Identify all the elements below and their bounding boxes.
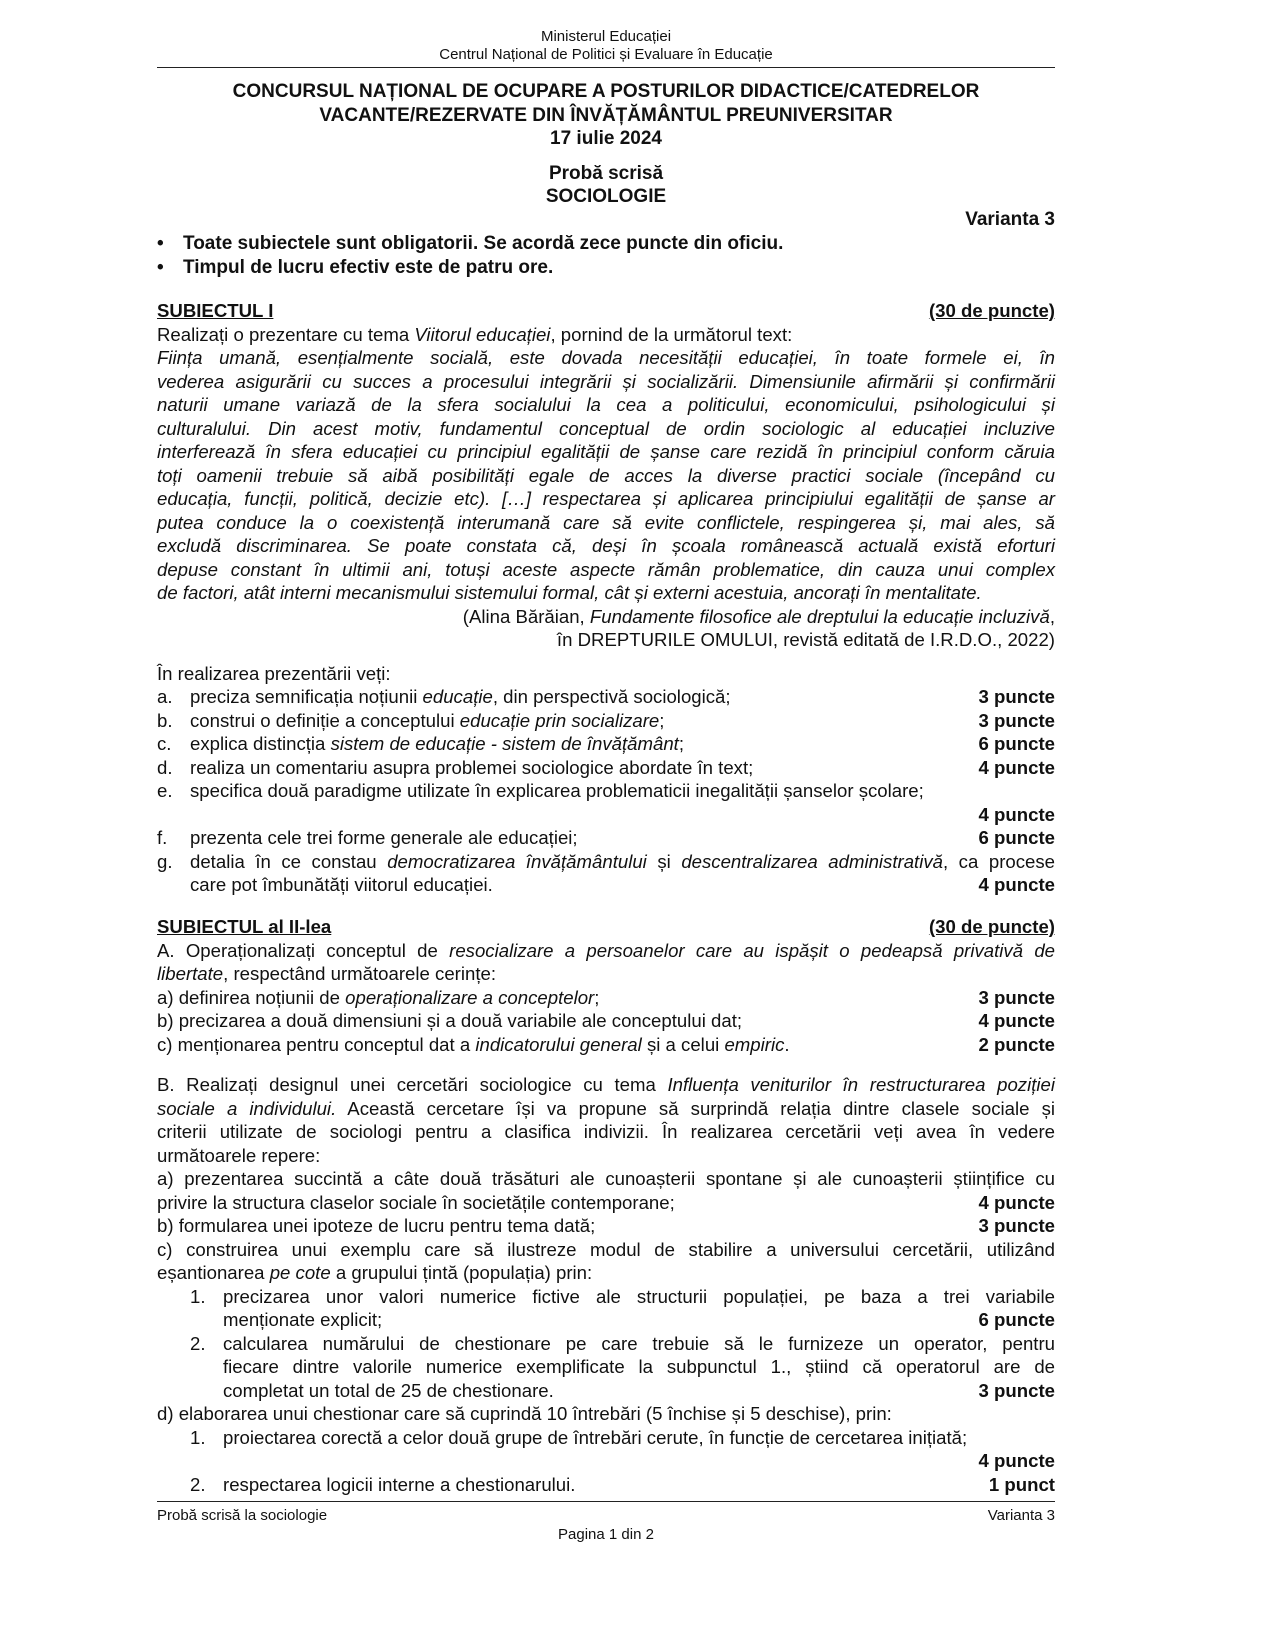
task-item-text bbox=[157, 732, 684, 756]
task-item-segment: educație bbox=[422, 686, 493, 707]
part-b-line: următoarele repere: bbox=[157, 1144, 321, 1166]
part-a-item-points: 3 puncte bbox=[978, 986, 1055, 1008]
task-item-letter: c. bbox=[157, 733, 172, 754]
subitem-number: 1. bbox=[190, 1285, 206, 1307]
task-item-text bbox=[157, 709, 664, 733]
subitem-points: 1 punct bbox=[988, 1473, 1055, 1495]
item-b-c-cont: eșantionarea pe cote a grupului țintă (populația) prin: bbox=[157, 1262, 593, 1283]
task-item-letter: g. bbox=[157, 850, 173, 872]
part-b-line: criterii utilizate de sociologi pentru a clasifica indivizii. În realizarea cercetării veți avea în vedere bbox=[157, 1121, 1055, 1142]
quote-line: vederea asigurării cu succes a procesului integrării și socializării. Dimensiunile afirmării și confirmării bbox=[157, 370, 1055, 392]
quote-line: depuse constant în ultimii ani, totuși aceste aspecte rămân problematice, din cauza unui complex bbox=[157, 558, 1055, 580]
task-item-segment: preciza semnificația noțiunii bbox=[190, 686, 423, 707]
quote-line: culturalului. Din acest motiv, fundamentul conceptual de ordin sociologic al educației incluzive bbox=[157, 417, 1055, 439]
part-a-line: A. Operaționalizați conceptul de resocializare a persoanelor care au ispășit o pedeapsă privativă de bbox=[157, 939, 1056, 961]
part-a-item-points: 2 puncte bbox=[978, 1033, 1055, 1055]
quote-line: de factori, atât interni mecanismului sistemului formal, cât și externi acestuia, ancorați în mentalitate. bbox=[157, 582, 982, 603]
text-segment: . bbox=[784, 1033, 790, 1055]
exam-type: Probă scrisă bbox=[548, 162, 664, 184]
page-number: Pagina 1 din 2 bbox=[558, 1526, 654, 1543]
exam-title bbox=[157, 80, 1055, 209]
text-segment: operaționalizare a conceptelor bbox=[345, 986, 595, 1008]
item-b-a: a) prezentarea succintă a câte două trăsături ale cunoașterii spontane și ale cunoașterii științifice cu bbox=[157, 1168, 1055, 1189]
subitem-line bbox=[157, 1308, 1055, 1332]
quote-line: educația, funcții, politică, decizie etc). […] respectarea și aplicarea principiului egalității de șanse ar bbox=[157, 488, 1055, 509]
footer-left: Probă scrisă la sociologie bbox=[157, 1507, 328, 1524]
task-item bbox=[157, 732, 1055, 756]
header-center: Centrul Național de Politici și Evaluare în Educație bbox=[439, 46, 773, 63]
subitem-first bbox=[157, 1333, 1055, 1354]
task-item-letter: f. bbox=[157, 827, 168, 848]
footer bbox=[157, 1507, 1055, 1524]
part-a-item-text bbox=[157, 1009, 742, 1033]
text-segment: c) menționarea pentru conceptul dat a bbox=[157, 1033, 476, 1055]
subitem-line bbox=[157, 1355, 1055, 1379]
task-item-segment: ; bbox=[678, 733, 685, 754]
text-segment: și a celui bbox=[641, 1033, 725, 1055]
footer-rule bbox=[157, 1501, 1055, 1502]
part-a-item bbox=[157, 986, 1055, 1010]
subitem-text: completat un total de 25 de chestionare. bbox=[223, 1379, 554, 1401]
task-item bbox=[157, 850, 1055, 874]
item-c-subitems bbox=[157, 1285, 1055, 1403]
task-item-letter: e. bbox=[157, 780, 173, 801]
task-item-segment: prezenta cele trei forme generale ale educației; bbox=[190, 827, 578, 848]
subitem-points: 3 puncte bbox=[978, 1379, 1055, 1401]
footer-right: Varianta 3 bbox=[987, 1507, 1055, 1524]
subitem-first bbox=[157, 1427, 967, 1448]
subitem-line bbox=[157, 1473, 1055, 1497]
rule-item: • Timpul de lucru efectiv este de patru ore. bbox=[157, 256, 554, 278]
task-item-segment: și bbox=[646, 850, 682, 872]
task-item-text bbox=[157, 756, 753, 780]
quote-text bbox=[157, 346, 1055, 605]
part-a-item bbox=[157, 1009, 1055, 1033]
task-item-points: 4 puncte bbox=[978, 756, 1055, 778]
task-item-points: 3 puncte bbox=[978, 686, 1055, 707]
header-rule bbox=[157, 67, 1055, 68]
subitem-number: 2. bbox=[190, 1332, 206, 1354]
task-item-text bbox=[157, 685, 731, 709]
task-item-text bbox=[157, 826, 578, 850]
subitem-text: fiecare dintre valorile numerice exemplificate la subpunctul 1., știind că operatorul are de bbox=[223, 1356, 1055, 1377]
quote-line: Ființa umană, esențialmente socială, este dovada necesității educației, în toate formele ei, în bbox=[157, 347, 1055, 368]
task-item-segment: , din perspectivă sociologică; bbox=[492, 686, 731, 707]
subject-1-items bbox=[157, 685, 1055, 897]
part-a-item-text bbox=[157, 1033, 790, 1057]
text-segment: ; bbox=[594, 986, 600, 1008]
task-item-letter: d. bbox=[157, 756, 173, 778]
task-item bbox=[157, 685, 1055, 709]
task-item-points: 4 puncte bbox=[978, 874, 1055, 895]
item-b-b: b) formularea unei ipoteze de lucru pentru tema dată; 3 puncte bbox=[157, 1215, 1055, 1236]
task-item-letter: b. bbox=[157, 709, 173, 731]
task-item-letter: a. bbox=[157, 686, 173, 707]
text-segment: empiric bbox=[724, 1033, 785, 1055]
task-item-segment: sistem de educație - sistem de învățământ bbox=[330, 733, 679, 754]
text-segment: a) definirea noțiunii de bbox=[157, 986, 346, 1008]
task-item-text: care pot îmbunătăți viitorul educației. bbox=[190, 874, 493, 895]
quote-line: naturii umane variază de la sfera socialului la cea a politicului, economicului, psihologicului și bbox=[157, 394, 1055, 415]
task-item-segment: , ca procese bbox=[942, 850, 1055, 872]
subitem-text: calcularea numărului de chestionare pe care trebuie să le furnizeze un operator, pentru bbox=[223, 1332, 1055, 1354]
task-item-cont bbox=[157, 873, 1055, 897]
subitem-number: 1. bbox=[190, 1426, 206, 1448]
quote-line: toți oamenii trebuie să aibă posibilități egale de acces la diverse practici sociale (începând cu bbox=[157, 464, 1055, 486]
task-item-segment: democratizarea învățământului bbox=[387, 850, 647, 872]
subitem-first bbox=[157, 1286, 1055, 1307]
quote-line: putea conduce la o coexistență interumană care să evite conflictele, respingerea și, mai ales, să bbox=[157, 511, 1055, 533]
task-item-points: 3 puncte bbox=[978, 709, 1055, 731]
part-a-item-points: 4 puncte bbox=[978, 1010, 1055, 1031]
title-line-1: CONCURSUL NAȚIONAL DE OCUPARE A POSTURILOR DIDACTICE/CATEDRELOR bbox=[232, 81, 980, 102]
citation-line-1: (Alina Bărăian, Fundamente filosofice ale dreptului la educație incluzivă, bbox=[462, 605, 1055, 627]
rules-list bbox=[157, 232, 1055, 279]
text-segment: indicatorului general bbox=[475, 1033, 642, 1055]
task-item-text bbox=[157, 780, 924, 801]
subject-1-intro: Realizați o prezentare cu tema Viitorul educației, pornind de la următorul text: bbox=[157, 323, 793, 345]
subitem-line bbox=[157, 1426, 1055, 1450]
part-a-item-text bbox=[157, 986, 599, 1010]
exam-subject: SOCIOLOGIE bbox=[545, 186, 667, 207]
subject-1 bbox=[157, 299, 1055, 897]
part-b-line: sociale a individului. Această cercetare își va propune să surprindă relația dintre clasele sociale și bbox=[157, 1097, 1055, 1119]
task-item-segment: explica distincția bbox=[190, 733, 331, 754]
citation-line-2: în DREPTURILE OMULUI, revistă editată de I.R.D.O., 2022) bbox=[556, 629, 1055, 650]
part-a-items bbox=[157, 986, 1055, 1057]
rule-item: • Toate subiectele sunt obligatorii. Se acordă zece puncte din oficiu. bbox=[157, 233, 784, 254]
task-item-segment: educație prin socializare bbox=[459, 709, 660, 731]
task-item bbox=[157, 826, 1055, 850]
task-item-segment: specifica două paradigme utilizate în explicarea problematicii inegalității șanselor școlare; bbox=[190, 780, 924, 801]
quote-line: excludă discriminarea. Se poate constata că, deși în școala românească actuală există eforturi bbox=[157, 535, 1055, 556]
task-item-segment: detalia în ce constau bbox=[190, 850, 388, 872]
title-line-2: VACANTE/REZERVATE DIN ÎNVĂȚĂMÂNTUL PREUNIVERSITAR bbox=[319, 104, 893, 126]
task-item-segment: construi o definiție a conceptului bbox=[190, 709, 460, 731]
subitem-line bbox=[157, 1285, 1055, 1309]
subitem-line bbox=[157, 1332, 1055, 1356]
task-item bbox=[157, 709, 1055, 733]
item-b-c: c) construirea unui exemplu care să ilustreze modul de stabilire a universului cercetării, utilizând bbox=[157, 1238, 1055, 1260]
subitem-text: proiectarea corectă a celor două grupe de întrebări cerute, în funcție de cercetarea inițiată; bbox=[223, 1426, 968, 1448]
subitem-first bbox=[157, 1473, 575, 1497]
subitem-text: menționate explicit; bbox=[223, 1309, 383, 1330]
task-item bbox=[157, 756, 1055, 780]
subitem-text: precizarea unor valori numerice fictive ale structurii populației, pe baza a trei variabile bbox=[223, 1285, 1055, 1307]
header-ministry: Ministerul Educației bbox=[540, 28, 672, 45]
item-b-d: d) elaborarea unui chestionar care să cuprindă 10 întrebări (5 închise și 5 deschise), prin: bbox=[157, 1403, 892, 1424]
subitem-line bbox=[157, 1379, 1055, 1403]
exam-date: 17 iulie 2024 bbox=[550, 128, 662, 149]
item-b-a-cont: privire la structura claselor sociale în societățile contemporane; 4 puncte bbox=[157, 1191, 1055, 1213]
part-a-line: libertate, respectând următoarele cerințe: bbox=[157, 963, 497, 984]
task-item-points: 6 puncte bbox=[978, 827, 1055, 848]
subject-2 bbox=[157, 915, 1055, 1496]
rule-text: Timpul de lucru efectiv este de patru ore. bbox=[183, 256, 554, 278]
part-a-item bbox=[157, 1033, 1055, 1057]
subitem-text: respectarea logicii interne a chestionarului. bbox=[223, 1473, 576, 1495]
task-item-segment: descentralizarea administrativă bbox=[681, 850, 943, 872]
task-intro: În realizarea prezentării veți: bbox=[157, 662, 391, 684]
task-item-segment: realiza un comentariu asupra problemei sociologice abordate în text; bbox=[190, 756, 754, 778]
item-d-subitems bbox=[157, 1426, 1055, 1497]
part-b-line: B. Realizați designul unei cercetări sociologice cu tema Influența veniturilor în restructurarea poziției bbox=[157, 1074, 1055, 1095]
subitem-number: 2. bbox=[190, 1473, 206, 1495]
task-item-points: 6 puncte bbox=[978, 733, 1055, 754]
rule-text: Toate subiectele sunt obligatorii. Se acordă zece puncte din oficiu. bbox=[183, 233, 784, 254]
subject-2-heading: SUBIECTUL al II-lea (30 de puncte) bbox=[157, 916, 1055, 937]
task-item bbox=[157, 779, 1055, 803]
quote-line: interferează în sfera educației cu principiul egalității de șanse care rezidă în principiul conform căruia bbox=[157, 441, 1055, 462]
variant-label: Varianta 3 bbox=[965, 209, 1055, 230]
task-item-text bbox=[157, 851, 1055, 872]
subitem-points: 4 puncte bbox=[978, 1450, 1055, 1471]
text-segment: b) precizarea a două dimensiuni și a două variabile ale conceptului dat; bbox=[157, 1010, 743, 1031]
task-item-segment: ; bbox=[659, 709, 665, 731]
task-item-points: 4 puncte bbox=[978, 803, 1055, 825]
subitem-points: 6 puncte bbox=[978, 1309, 1055, 1330]
subject-1-heading: SUBIECTUL I (30 de puncte) bbox=[157, 300, 1055, 321]
